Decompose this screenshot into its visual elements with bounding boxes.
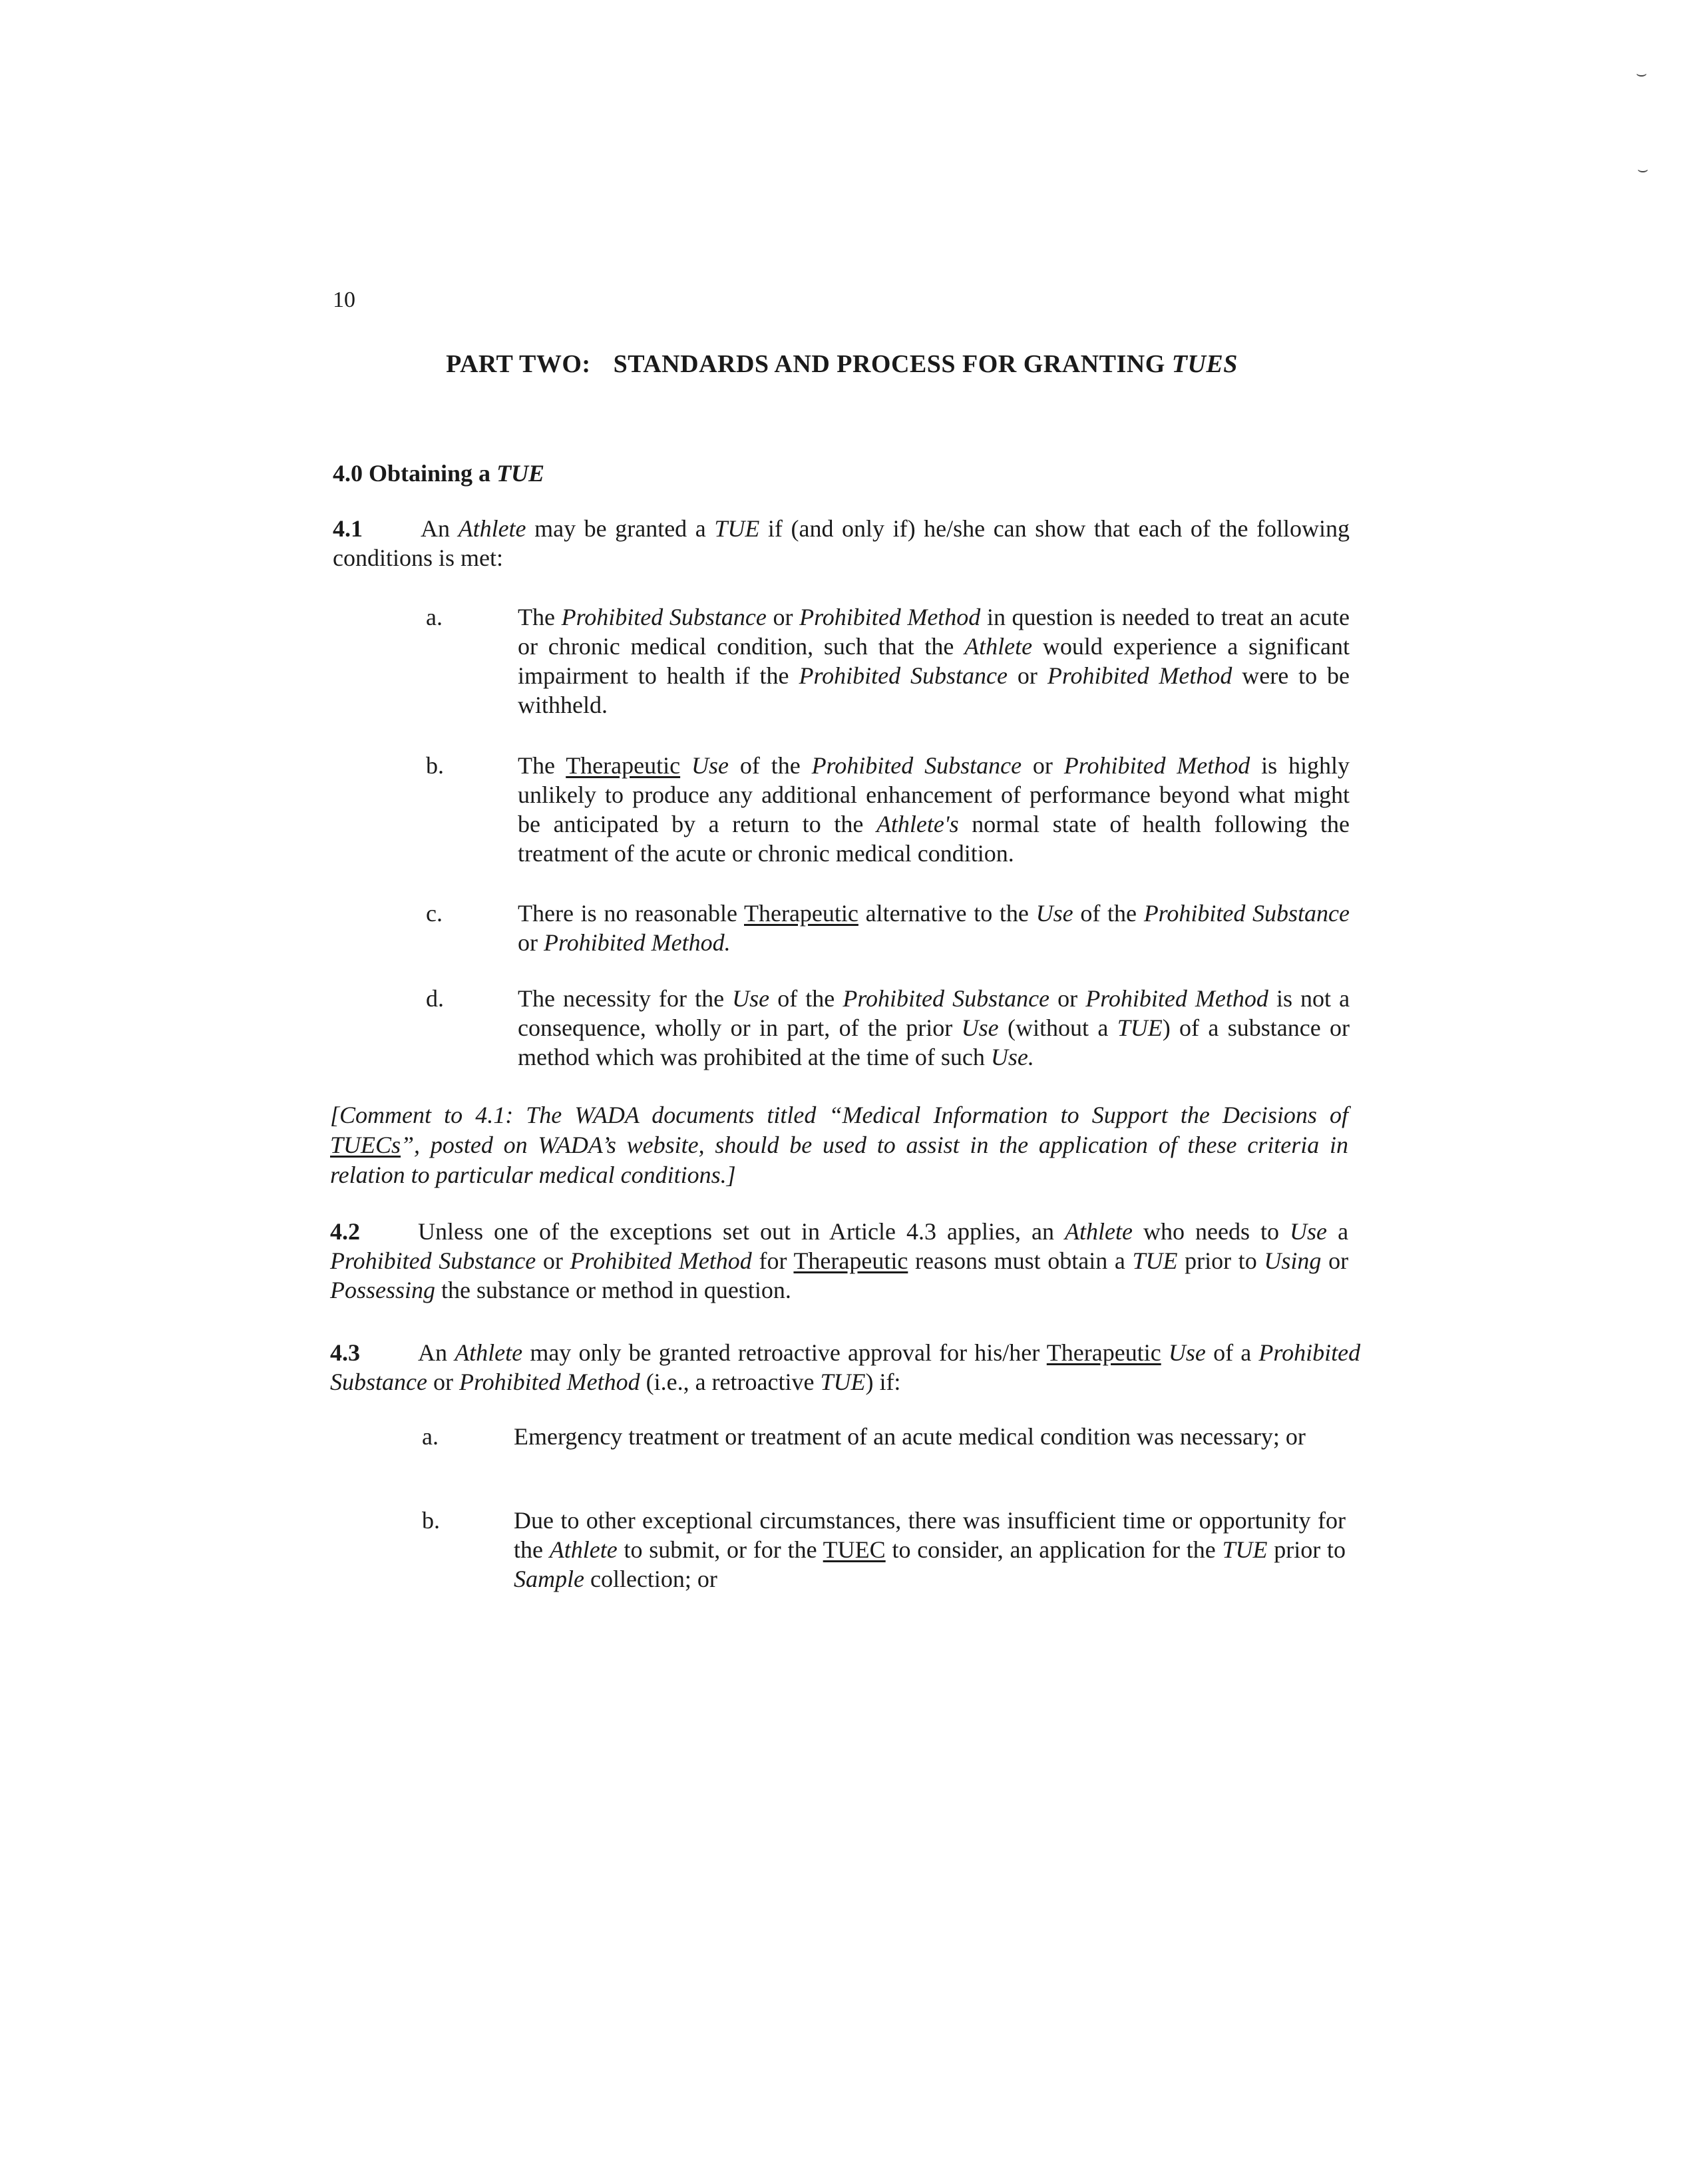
part-title-main: STANDARDS AND PROCESS FOR GRANTING	[613, 350, 1165, 378]
text-run: [Comment to 4.1: The WADA documents titled “Medical Information to Support the Decisions of	[330, 1102, 1348, 1128]
defined-term: Athlete's	[876, 811, 959, 837]
part-title	[333, 349, 1351, 379]
defined-term: Prohibited Method.	[544, 929, 731, 956]
text-run: prior to	[1185, 1247, 1257, 1274]
paragraph-4-1	[333, 514, 1350, 572]
list-label: d.	[426, 985, 444, 1012]
defined-term: Athlete	[455, 1339, 523, 1366]
paragraph-4-2	[330, 1217, 1348, 1305]
defined-term: TUE	[820, 1369, 866, 1395]
text-run: Unless one of the exceptions set out in Article 4.3 applies, an	[418, 1218, 1054, 1245]
defined-term: Use	[732, 985, 770, 1012]
text-run: (i.e., a retroactive	[646, 1369, 815, 1395]
underlined-term: TUECs	[330, 1132, 401, 1158]
defined-term: Use	[961, 1014, 999, 1041]
text-run: in question is needed to treat an acute or chronic medical condition, such that the	[518, 604, 1350, 660]
defined-term: Using	[1264, 1247, 1322, 1274]
defined-term: Athlete	[964, 633, 1033, 660]
scan-speck: ⌣	[1637, 160, 1649, 179]
defined-term: Prohibited Substance	[330, 1339, 1361, 1395]
underlined-term: Therapeutic	[744, 900, 858, 927]
defined-term: TUE	[714, 515, 760, 542]
text-run: who needs to	[1143, 1218, 1279, 1245]
defined-term: TUE	[1132, 1247, 1178, 1274]
text-run: The necessity for the	[518, 985, 725, 1012]
text-run: ) of a substance or method which was prohibited at the time of such	[518, 1014, 1350, 1070]
list-label: c.	[426, 900, 443, 927]
text-run: The	[518, 604, 555, 630]
list-text	[518, 751, 1350, 868]
text-run: An	[421, 515, 450, 542]
text-run: prior to	[1274, 1536, 1346, 1563]
text-run: collection; or	[590, 1566, 717, 1592]
text-run: There is no reasonable	[518, 900, 737, 927]
defined-term: Use	[1036, 900, 1073, 927]
defined-term: Prohibited Substance	[811, 752, 1022, 779]
text-run: to submit, or for the	[624, 1536, 817, 1563]
text-run: or	[518, 929, 538, 956]
paragraph-number: 4.3	[330, 1339, 360, 1366]
text-run: alternative to the	[865, 900, 1029, 927]
underlined-term: Therapeutic	[793, 1247, 908, 1274]
defined-term: Prohibited Substance	[1143, 900, 1350, 927]
list-text	[518, 984, 1350, 1072]
text-run: or	[773, 604, 793, 630]
list-text	[518, 602, 1350, 720]
text-run: An	[418, 1339, 447, 1366]
text-run: or	[433, 1369, 453, 1395]
page-number: 10	[333, 288, 355, 312]
text-run: 4.0 Obtaining a	[333, 460, 491, 487]
defined-term: Prohibited Method	[1047, 662, 1232, 689]
defined-term: Use	[1168, 1339, 1206, 1366]
list-text	[514, 1506, 1346, 1594]
underlined-term: TUEC	[823, 1536, 886, 1563]
text-run: ) if:	[865, 1369, 901, 1395]
section-heading	[333, 459, 544, 487]
part-title-italic: TUES	[1171, 350, 1238, 378]
list-label: b.	[422, 1507, 440, 1534]
text-run: were to be withheld.	[518, 662, 1350, 718]
paragraph-number: 4.2	[330, 1218, 360, 1245]
list-text	[518, 899, 1350, 957]
text-run: or	[1032, 752, 1053, 779]
list-label: a.	[422, 1423, 439, 1450]
text-run: to consider, an application for the	[892, 1536, 1216, 1563]
text-run: if (and only if) he/she can show that each of the following conditions is met:	[333, 515, 1350, 571]
text-run: for	[759, 1247, 787, 1274]
defined-term: Prohibited Substance	[561, 604, 767, 630]
defined-term: Sample	[514, 1566, 584, 1592]
text-run: of the	[739, 752, 801, 779]
defined-term: Athlete	[458, 515, 526, 542]
text-run: may only be granted retroactive approval for his/her	[530, 1339, 1040, 1366]
defined-term: TUE	[1222, 1536, 1268, 1563]
part-title-prefix: PART TWO:	[446, 350, 591, 378]
defined-term: Prohibited Substance	[843, 985, 1050, 1012]
text-run: The	[518, 752, 555, 779]
text-run: the substance or method in question.	[441, 1277, 791, 1303]
text-run: or	[542, 1247, 563, 1274]
text-run: is not a consequence, wholly or in part, of the prior	[518, 985, 1350, 1041]
text-run: would experience a significant impairment to health if the	[518, 633, 1350, 689]
defined-term: Possessing	[330, 1277, 436, 1303]
defined-term: Use.	[990, 1044, 1034, 1070]
defined-term: Athlete	[549, 1536, 618, 1563]
text-run: is highly unlikely to produce any additional enhancement of performance beyond what might be anticipated by a return to the	[518, 752, 1350, 837]
defined-term: Athlete	[1065, 1218, 1133, 1245]
text-run: of the	[777, 985, 835, 1012]
list-label: a.	[426, 604, 443, 630]
defined-term: Prohibited Method	[799, 604, 981, 630]
text-run: or	[1328, 1247, 1349, 1274]
text-run: a	[1338, 1218, 1349, 1245]
paragraph-number: 4.1	[333, 515, 363, 542]
defined-term: Use	[1290, 1218, 1328, 1245]
defined-term: Prohibited Method	[1063, 752, 1250, 779]
underlined-term: Therapeutic	[1046, 1339, 1161, 1366]
defined-term: Use	[691, 752, 729, 779]
list-label: b.	[426, 752, 444, 779]
text-run: Due to other exceptional circumstances, there was insufficient time or opportunity for the	[514, 1507, 1346, 1563]
defined-term: Prohibited Substance	[330, 1247, 536, 1274]
list-text: Emergency treatment or treatment of an acute medical condition was necessary; or	[514, 1423, 1306, 1450]
comment-4-1	[330, 1100, 1348, 1190]
paragraph-4-3	[330, 1338, 1360, 1397]
text-run: reasons must obtain a	[914, 1247, 1125, 1274]
scan-speck: ⌣	[1636, 64, 1648, 83]
text-run: (without a	[1008, 1014, 1109, 1041]
defined-term: TUE	[496, 460, 545, 487]
defined-term: Prohibited Method	[570, 1247, 752, 1274]
text-run: or	[1057, 985, 1078, 1012]
text-run: of the	[1080, 900, 1137, 927]
defined-term: TUE	[1117, 1014, 1163, 1041]
text-run: may be granted a	[534, 515, 706, 542]
underlined-term: Therapeutic	[566, 752, 681, 779]
text-run: of a	[1213, 1339, 1252, 1366]
defined-term: Prohibited Substance	[799, 662, 1008, 689]
text-run: ”, posted on WADA’s website, should be used to assist in the application of these criteria in relation to particular medical conditions.]	[330, 1132, 1348, 1188]
defined-term: Prohibited Method	[459, 1369, 640, 1395]
text-run: normal state of health following the treatment of the acute or chronic medical condition.	[518, 811, 1350, 867]
defined-term: Prohibited Method	[1085, 985, 1268, 1012]
text-run: or	[1017, 662, 1038, 689]
